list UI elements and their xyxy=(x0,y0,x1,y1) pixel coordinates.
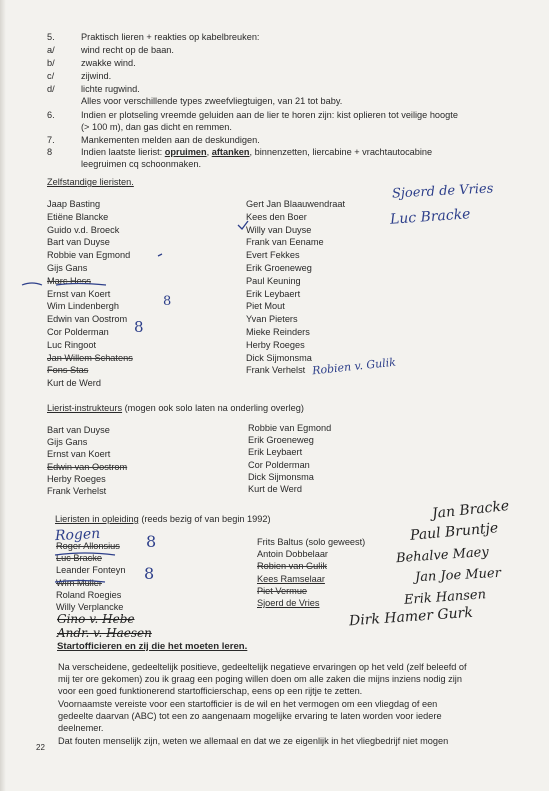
item-num: 7. xyxy=(47,135,55,145)
list-item: Cor Polderman xyxy=(248,459,310,470)
item-text: Praktisch lieren + reakties op kabelbreuken: xyxy=(81,32,260,42)
paragraph-line: voor een goed funktionerend startofficierschap, eens op een rijtje te zetten. xyxy=(58,686,363,696)
item-text: Indien er plotseling vreemde geluiden aan de lier te horen zijn: kist oplieren tot veilige hoogte xyxy=(81,110,458,120)
handwritten-signature: Erik Hansen xyxy=(403,587,487,608)
list-item: Edwin van Oostrom xyxy=(47,314,128,325)
list-item: Paul Keuning xyxy=(246,275,301,286)
list-item: Ernst van Koert xyxy=(47,288,111,299)
item-num: 6. xyxy=(47,110,55,120)
list-item: Robien van Gulik xyxy=(257,561,327,572)
list-item: Wim Lindenbergh xyxy=(47,301,120,312)
item-text: leegruimen cq schoonmaken. xyxy=(81,159,202,169)
paragraph-line: deelnemer. xyxy=(58,723,104,733)
check-mark-icon xyxy=(238,221,248,229)
list-item: Frits Baltus (solo geweest) xyxy=(257,537,366,547)
page-number: 22 xyxy=(36,743,45,752)
item-text: zwakke wind. xyxy=(81,58,136,68)
handwritten-signature: Jan Bracke xyxy=(431,498,510,523)
list-item: Gert Jan Blaauwendraat xyxy=(246,199,346,209)
item-num: d/ xyxy=(47,84,55,94)
paragraph-line: mij ter ore gekomen) zou ik graag een poging willen doen om alle zaken die mijns inziens nodig zijn xyxy=(58,674,462,684)
list-item: Etiëne Blancke xyxy=(47,211,109,222)
list-item: Erik Leybaert xyxy=(248,447,303,458)
handwritten-mark: 8 xyxy=(134,318,144,336)
list-item: Wim Muller xyxy=(56,577,102,588)
section-title: Lieristen in opleiding (reeds bezig of van begin 1992) xyxy=(55,514,271,524)
list-item: Edwin van Oostrom xyxy=(47,461,128,472)
list-item: Jaap Basting xyxy=(47,199,101,209)
handwritten-signature: Robien v. Gulik xyxy=(311,355,397,378)
list-item: Frank Verhelst xyxy=(47,485,107,496)
list-item: Roland Roegies xyxy=(56,589,122,600)
item-text: zijwind. xyxy=(81,71,112,81)
list-item: Erik Groeneweg xyxy=(248,435,314,446)
list-item: Yvan Pieters xyxy=(246,314,298,325)
list-item: Piet Vermue xyxy=(257,585,308,596)
handwritten-signature: Jan Joe Muer xyxy=(414,565,502,586)
handwritten-signature: Rogen xyxy=(54,525,101,545)
item-text: (> 100 m), dan gas dicht en remmen. xyxy=(81,122,232,132)
list-item: Kees Ramselaar xyxy=(257,573,325,584)
list-item: Gijs Gans xyxy=(47,437,88,448)
item-num: 5. xyxy=(47,32,55,42)
list-item: Robbie van Egmond xyxy=(47,250,131,261)
list-item: Roger Allonsius xyxy=(56,541,120,551)
list-item: Leander Fonteyn xyxy=(56,565,126,576)
strike-stroke-icon xyxy=(55,581,105,583)
item-num: c/ xyxy=(47,71,55,81)
list-item: Herby Roeges xyxy=(246,339,305,350)
list-item: Kurt de Werd xyxy=(47,378,101,389)
list-item: Willy van Duyse xyxy=(246,224,312,235)
list-item: Dick Sijmonsma xyxy=(246,352,312,363)
list-item: Herby Roeges xyxy=(47,473,106,484)
list-item: Frank Verhelst xyxy=(246,365,306,376)
list-item: Frank van Eename xyxy=(246,237,324,248)
list-item: Erik Groeneweg xyxy=(246,262,312,273)
handwritten-signature: Gino v. Hebe xyxy=(57,612,135,626)
item-text: lichte rugwind. xyxy=(81,84,140,94)
handwritten-mark: 8 xyxy=(163,294,172,309)
handwritten-mark: 8 xyxy=(146,532,157,551)
list-item: Ernst van Koert xyxy=(47,449,111,460)
list-item: Sjoerd de Vries xyxy=(257,597,320,608)
list-item: Bart van Duyse xyxy=(47,237,110,248)
pen-tick-icon xyxy=(22,283,42,285)
handwritten-signature: Andr. v. Haesen xyxy=(57,626,152,640)
section-title: Zelfstandige lieristen. xyxy=(47,177,134,187)
handwritten-mark: 8 xyxy=(144,564,155,583)
item-text: wind recht op de baan. xyxy=(81,45,174,55)
paragraph-line: gedeelte daarvan (ABC) tot een zo aangenaam mogelijke ervaring te laten worden voor iedere xyxy=(58,711,442,721)
handwritten-signature: Dirk Hamer Gurk xyxy=(348,604,474,630)
list-item: Dick Sijmonsma xyxy=(248,471,314,482)
list-item: Robbie van Egmond xyxy=(248,423,332,433)
paragraph-line: Voornaamste vereiste voor een startofficier is de wil en het vermogen om een vliegdag of een xyxy=(58,699,438,709)
paragraph-line: Dat fouten menselijk zijn, weten we allemaal en dat we ze eigenlijk in het vliegbedrijf niet mogen xyxy=(58,736,449,746)
list-item: Willy Verplancke xyxy=(56,601,124,612)
list-item: Evert Fekkes xyxy=(246,250,300,261)
list-item: Erik Leybaert xyxy=(246,288,301,299)
section-title: Startofficieren en zij die het moeten leren. xyxy=(57,641,248,652)
item-num: b/ xyxy=(47,58,55,68)
pen-tick-icon xyxy=(158,254,162,256)
list-item: Gijs Gans xyxy=(47,262,88,273)
list-item: Marc Hess xyxy=(47,275,91,286)
strike-stroke-icon xyxy=(55,553,115,555)
list-item: Antoin Dobbelaar xyxy=(257,549,328,560)
handwritten-signature: Sjoerd de Vries xyxy=(391,181,494,202)
list-item: Bart van Duyse xyxy=(47,425,110,435)
item-text: Alles voor verschillende types zweefvliegtuigen, van 21 tot baby. xyxy=(81,96,343,106)
item-num: a/ xyxy=(47,45,55,55)
list-item: Kees den Boer xyxy=(246,211,307,222)
item-text: Mankementen melden aan de deskundigen. xyxy=(81,135,260,145)
list-item: Piet Mout xyxy=(246,301,285,312)
list-item: Jan Willem Schatens xyxy=(47,352,133,363)
handwritten-signature: Paul Bruntje xyxy=(409,520,499,544)
strike-stroke-icon xyxy=(56,284,106,286)
handwritten-signature: Behalve Maey xyxy=(395,544,490,567)
paragraph-line: Na verscheidene, gedeeltelijk positieve, gedeeltelijk negatieve ervaringen op het veld (zelf beleefd of xyxy=(58,662,467,672)
list-item: Kurt de Werd xyxy=(248,483,302,494)
list-item: Luc Bracke xyxy=(56,553,102,564)
item-8-text: Indien laatste lierist: opruimen, aftanken, binnenzetten, liercabine + vrachtautocabine xyxy=(81,147,433,157)
item-num: 8 xyxy=(47,147,53,157)
list-item: Luc Ringoot xyxy=(47,339,97,350)
section-title: Lierist-instrukteurs (mogen ook solo laten na onderling overleg) xyxy=(47,403,304,413)
list-item: Fons Stas xyxy=(47,365,89,376)
list-item: Cor Polderman xyxy=(47,326,109,337)
handwritten-signature: Luc Bracke xyxy=(389,206,471,228)
list-item: Guido v.d. Broeck xyxy=(47,224,120,235)
list-item: Mieke Reinders xyxy=(246,326,310,337)
